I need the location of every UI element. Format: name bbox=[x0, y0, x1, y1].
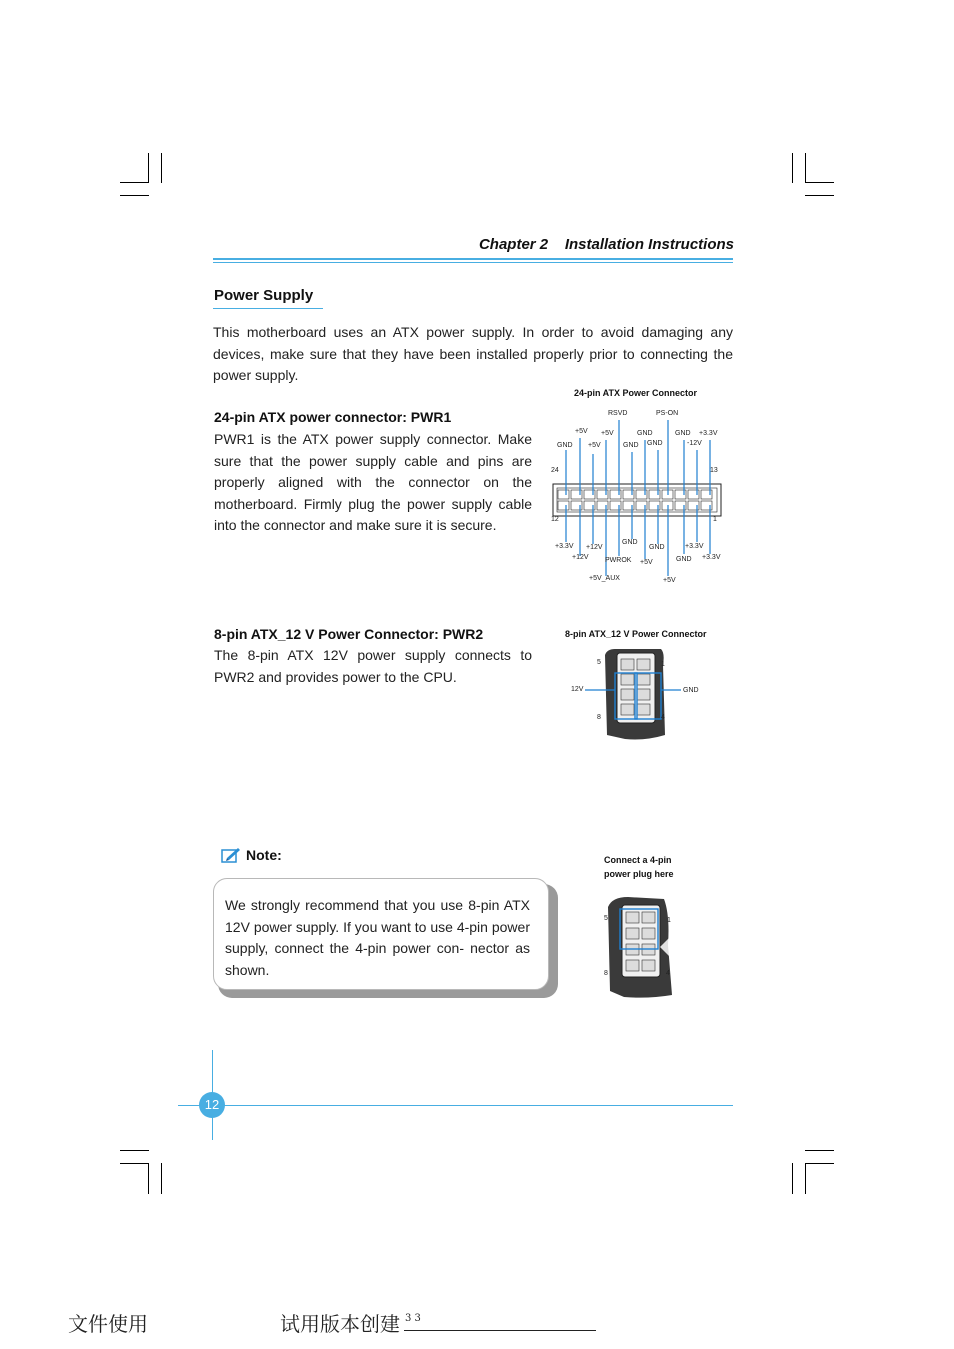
pin-label: GND bbox=[557, 442, 573, 449]
pwr2-diagram-caption: 8-pin ATX_12 V Power Connector bbox=[565, 629, 707, 639]
pwr2-heading: 8-pin ATX_12 V Power Connector: PWR2 bbox=[214, 626, 484, 642]
chapter-title: Installation Instructions bbox=[564, 236, 734, 253]
note-caption-line2: power plug here bbox=[604, 869, 674, 879]
crop-mark bbox=[805, 182, 834, 183]
pin-number-1: 1 bbox=[667, 917, 671, 924]
atx-24pin-diagram bbox=[548, 404, 728, 590]
pwr1-heading: 24-pin ATX power connector: PWR1 bbox=[214, 409, 452, 425]
note-text: We strongly recommend that you use 8-pin ATX 12V power supply. If you want to use 4-pin power supply, connect the 4-pin power con- nector as shown. bbox=[225, 897, 530, 978]
crop-mark bbox=[792, 153, 793, 183]
pwr1-paragraph: PWR1 is the ATX power supply connector. Make sure that the power supply cable and pins are properly aligned with the connector on the motherboard. Firmly plug the power supply cable into the connector and make sure it is secure. bbox=[214, 431, 532, 533]
crop-mark bbox=[120, 195, 149, 196]
pin-label: +3.3V bbox=[555, 543, 574, 550]
pin-label: +3.3V bbox=[702, 554, 721, 561]
crop-mark bbox=[120, 182, 149, 183]
crop-mark bbox=[805, 1150, 834, 1151]
pin-number-8: 8 bbox=[597, 714, 601, 721]
pin-label: GND bbox=[623, 442, 639, 449]
pin-label: GND bbox=[637, 430, 653, 437]
pin-number-12: 12 bbox=[551, 516, 559, 523]
header-rule-thin bbox=[213, 262, 733, 263]
pin-number-24: 24 bbox=[551, 467, 559, 474]
pin-label: -12V bbox=[687, 440, 702, 447]
pin-label-12v: 12V bbox=[571, 686, 584, 693]
crop-mark bbox=[148, 1163, 149, 1194]
pin-label: +3.3V bbox=[699, 430, 718, 437]
pin-label: +12V bbox=[572, 554, 589, 561]
pin-label: +12V bbox=[586, 544, 603, 551]
crop-mark bbox=[120, 1163, 149, 1164]
pin-number-4: 4 bbox=[661, 714, 665, 721]
pin-label: GND bbox=[676, 556, 692, 563]
pin-number-5: 5 bbox=[597, 659, 601, 666]
pin-label: +5V bbox=[575, 428, 588, 435]
intro-paragraph: This motherboard uses an ATX power supply. In order to avoid damaging any devices, make sure that they have been installed properly prior to connecting the power supply. bbox=[213, 324, 733, 383]
crop-mark bbox=[148, 153, 149, 183]
crop-mark bbox=[805, 1163, 806, 1194]
section-title: Power Supply bbox=[214, 287, 314, 304]
page-number: 12 bbox=[199, 1092, 225, 1118]
header-rule bbox=[213, 258, 733, 260]
section-underline bbox=[213, 308, 323, 309]
watermark-superscript: 3 3 bbox=[405, 1313, 421, 1324]
pin-label: +5V bbox=[663, 577, 676, 584]
pwr1-diagram-caption: 24-pin ATX Power Connector bbox=[574, 388, 698, 398]
pin-number-1: 1 bbox=[713, 516, 717, 523]
atx-8pin-diagram bbox=[565, 645, 715, 741]
pin-number-5: 5 bbox=[604, 915, 608, 922]
pin-label: GND bbox=[647, 440, 663, 447]
pin-label: +5V bbox=[640, 559, 653, 566]
crop-mark bbox=[161, 1163, 162, 1194]
note-diagram-caption bbox=[604, 853, 674, 881]
crop-mark bbox=[805, 1163, 834, 1164]
pin-label: PWROK bbox=[605, 557, 632, 564]
pin-label: +5V bbox=[601, 430, 614, 437]
pin-label: +5V_AUX bbox=[589, 575, 620, 582]
watermark-left: 文件使用 bbox=[68, 1312, 148, 1336]
crop-mark bbox=[805, 153, 806, 183]
note-label: Note: bbox=[246, 847, 282, 863]
pin-number-1: 1 bbox=[661, 661, 665, 668]
crop-mark bbox=[792, 1163, 793, 1194]
note-pencil-icon bbox=[221, 846, 241, 864]
crop-mark bbox=[120, 1150, 149, 1151]
crop-mark bbox=[805, 195, 834, 196]
note-caption-line1: Connect a 4-pin bbox=[604, 855, 672, 865]
pin-label: GND bbox=[622, 539, 638, 546]
pin-number-8: 8 bbox=[604, 970, 608, 977]
pwr2-paragraph: The 8-pin ATX 12V power supply connects to PWR2 and provides power to the CPU. bbox=[214, 647, 532, 685]
pin-number-13: 13 bbox=[710, 467, 718, 474]
footer-rule bbox=[178, 1105, 733, 1106]
chapter-header bbox=[440, 236, 734, 253]
pin-label: PS-ON bbox=[656, 410, 679, 417]
watermark-right: 试用版本创建 bbox=[280, 1312, 400, 1336]
atx-4pin-svg bbox=[598, 895, 688, 1000]
atx-4pin-diagram bbox=[598, 895, 688, 1000]
pin-label: +5V bbox=[588, 442, 601, 449]
pin-number-4: 4 bbox=[666, 970, 670, 977]
pin-label: GND bbox=[649, 544, 665, 551]
pin-label: GND bbox=[675, 430, 691, 437]
pin-label-gnd: GND bbox=[683, 687, 699, 694]
watermark-underline bbox=[404, 1330, 596, 1331]
chapter-number: Chapter 2 bbox=[478, 236, 549, 253]
crop-mark bbox=[161, 153, 162, 183]
pin-label: +3.3V bbox=[685, 543, 704, 550]
pin-label: RSVD bbox=[608, 410, 628, 417]
